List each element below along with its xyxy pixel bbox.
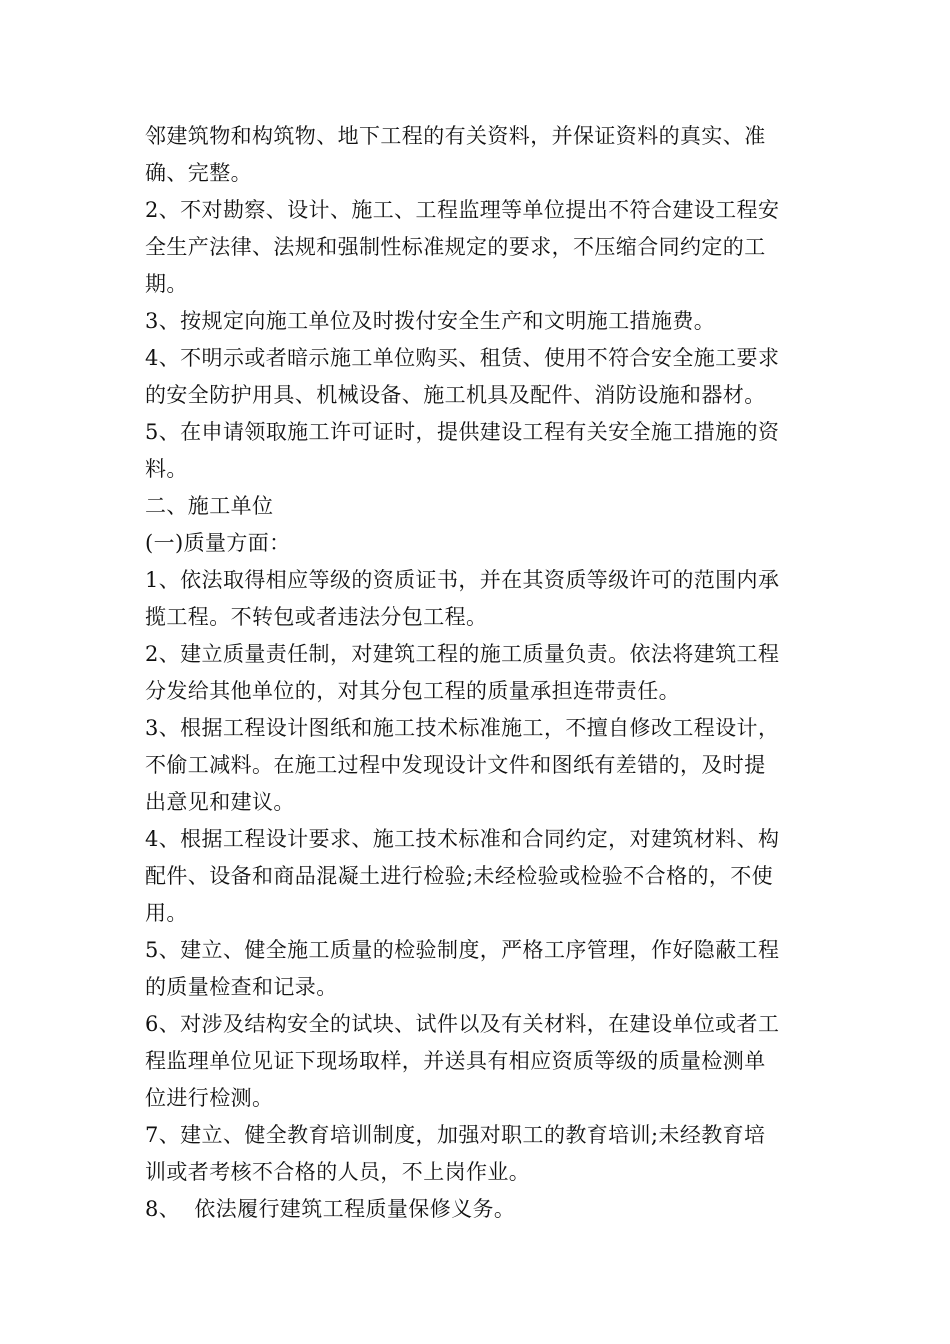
text-line: 3、按规定向施工单位及时拨付安全生产和文明施工措施费。 — [145, 309, 716, 333]
text-line: 料。 — [145, 457, 188, 481]
text-line: 全生产法律、法规和强制性标准规定的要求，不压缩合同约定的工 — [145, 235, 766, 259]
text-line: 6、对涉及结构安全的试块、试件以及有关材料，在建设单位或者工 — [145, 1012, 780, 1036]
section-heading: 二、施工单位 — [145, 494, 274, 518]
text-line: 确、完整。 — [145, 161, 252, 185]
text-line: 的质量检查和记录。 — [145, 975, 338, 999]
text-line: 4、根据工程设计要求、施工技术标准和合同约定，对建筑材料、构 — [145, 827, 780, 851]
text-line: 1、依法取得相应等级的资质证书，并在其资质等级许可的范围内承 — [145, 568, 780, 592]
text-line: 7、建立、健全教育培训制度，加强对职工的教育培训;未经教育培 — [145, 1123, 766, 1147]
text-line: 训或者考核不合格的人员，不上岗作业。 — [145, 1160, 531, 1184]
subsection-heading: (一)质量方面： — [145, 531, 291, 555]
text-line: 邻建筑物和构筑物、地下工程的有关资料，并保证资料的真实、准 — [145, 124, 766, 148]
text-line: 用。 — [145, 901, 188, 925]
text-line: 揽工程。不转包或者违法分包工程。 — [145, 605, 488, 629]
text-line: 的安全防护用具、机械设备、施工机具及配件、消防设施和器材。 — [145, 383, 766, 407]
text-line: 不偷工减料。在施工过程中发现设计文件和图纸有差错的，及时提 — [145, 753, 766, 777]
text-line: 分发给其他单位的，对其分包工程的质量承担连带责任。 — [145, 679, 680, 703]
text-line: 5、建立、健全施工质量的检验制度，严格工序管理，作好隐蔽工程 — [145, 938, 780, 962]
text-line: 8、 依法履行建筑工程质量保修义务。 — [145, 1197, 516, 1221]
text-line: 2、建立质量责任制，对建筑工程的施工质量负责。依法将建筑工程 — [145, 642, 780, 666]
text-line: 出意见和建议。 — [145, 790, 295, 814]
document-body — [145, 118, 810, 1228]
text-line: 程监理单位见证下现场取样，并送具有相应资质等级的质量检测单 — [145, 1049, 766, 1073]
text-line: 2、不对勘察、设计、施工、工程监理等单位提出不符合建设工程安 — [145, 198, 780, 222]
text-line: 4、不明示或者暗示施工单位购买、租赁、使用不符合安全施工要求 — [145, 346, 780, 370]
text-line: 位进行检测。 — [145, 1086, 274, 1110]
text-line: 5、在申请领取施工许可证时，提供建设工程有关安全施工措施的资 — [145, 420, 780, 444]
text-line: 期。 — [145, 272, 188, 296]
text-line: 配件、设备和商品混凝土进行检验;未经检验或检验不合格的，不使 — [145, 864, 774, 888]
text-line: 3、根据工程设计图纸和施工技术标准施工，不擅自修改工程设计， — [145, 716, 780, 740]
